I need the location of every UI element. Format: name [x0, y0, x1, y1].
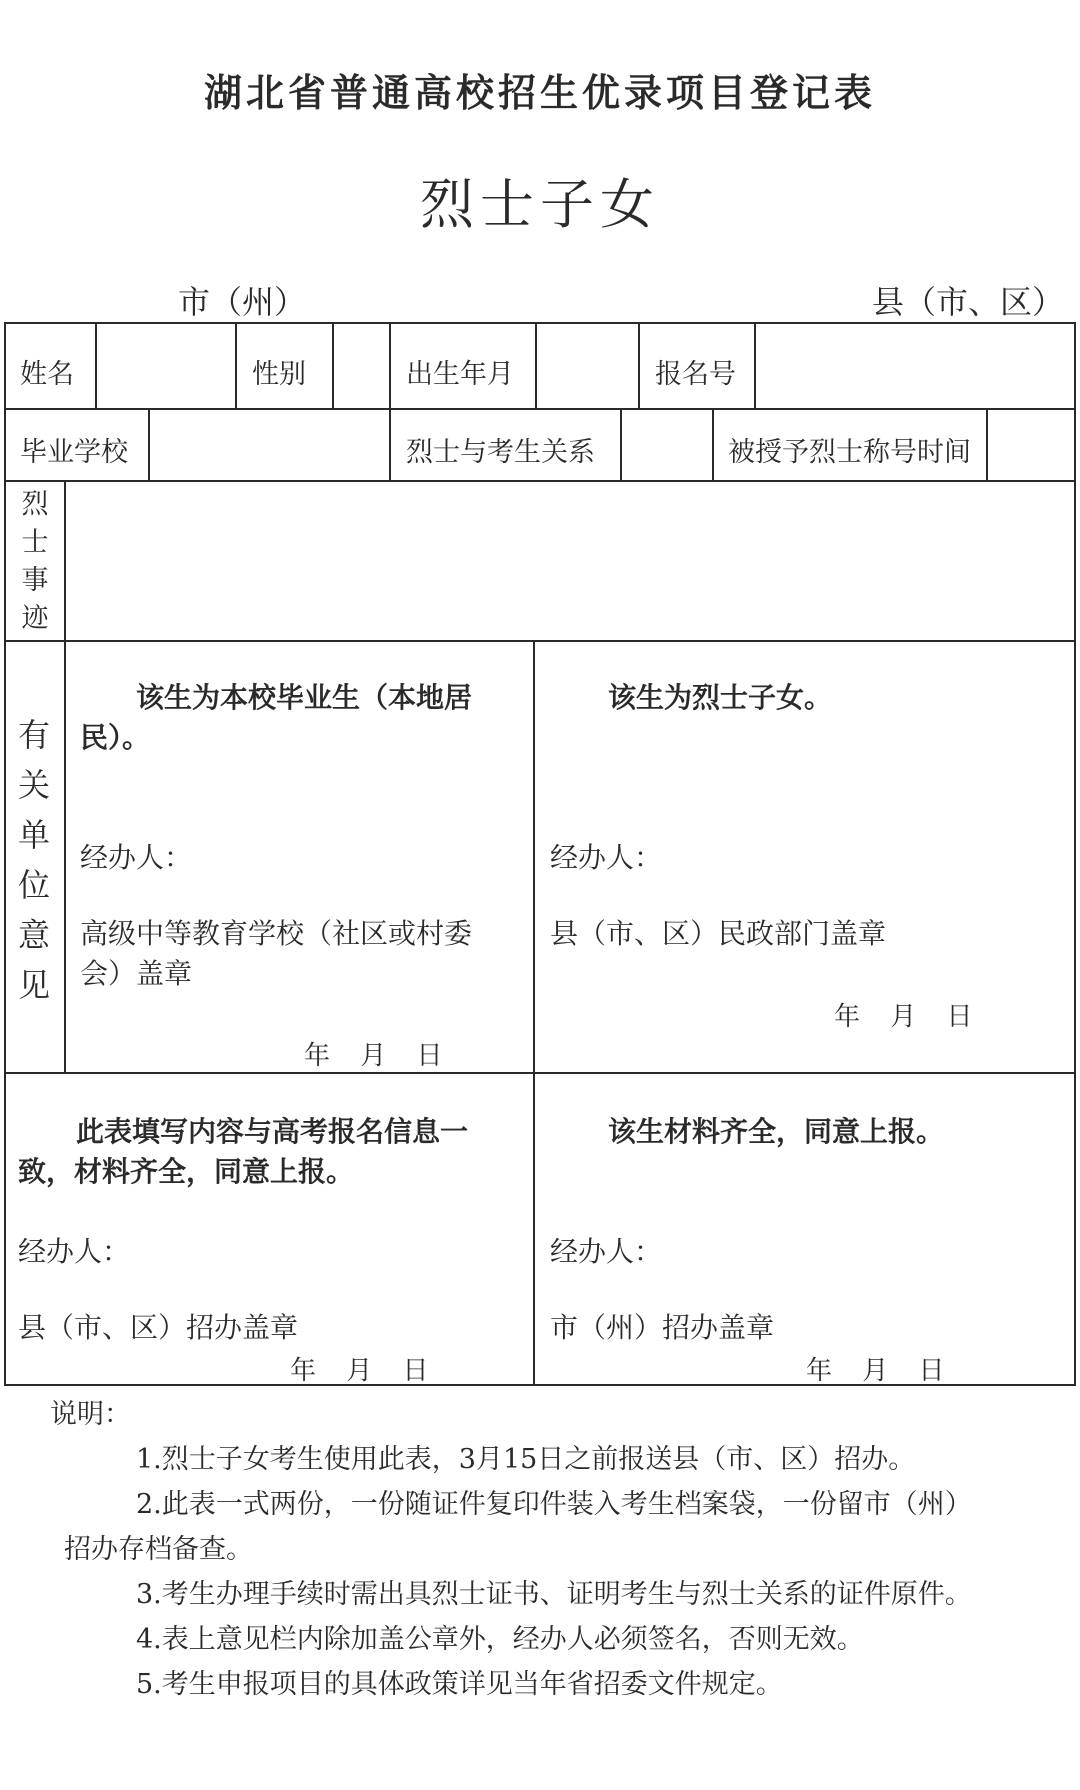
deeds-label-char: 烈: [21, 489, 49, 520]
opinion-label-char: 位: [17, 866, 50, 904]
civil-handler-label: 经办人：: [550, 841, 663, 874]
opinion-label-char: 关: [17, 766, 50, 804]
deeds-label-char: 士: [21, 527, 49, 558]
city-label: 市（州）: [178, 283, 307, 321]
city-statement: 该生材料齐全，同意上报。: [608, 1115, 945, 1148]
title-time-field[interactable]: [988, 410, 1074, 480]
birth-label: 出生年月: [406, 359, 514, 390]
regno-label: 报名号: [655, 359, 736, 390]
table-rule: [533, 640, 535, 1384]
school-statement-cont: 民）。: [80, 721, 151, 754]
note-item-cont: 招办存档备查。: [64, 1534, 253, 1565]
relation-field[interactable]: [622, 410, 712, 480]
school-label: 毕业学校: [20, 437, 128, 468]
title-time-label: 被授予烈士称号时间: [728, 437, 971, 468]
county-review: [18, 1112, 528, 1192]
county-statement-cont: 致，材料齐全，同意上报。: [18, 1155, 355, 1188]
opinion-label-char: 单: [17, 816, 50, 854]
deeds-field[interactable]: [66, 482, 1074, 640]
deeds-label: [20, 486, 50, 638]
civil-seal-label: 县（市、区）民政部门盖章: [550, 917, 887, 950]
form-title: 湖北省普通高校招生优录项目登记表: [203, 70, 876, 115]
table-border-right: [1074, 322, 1076, 1386]
table-rule: [389, 322, 391, 410]
opinion-label-char: 见: [17, 966, 50, 1004]
school-field[interactable]: [150, 410, 389, 480]
birth-field[interactable]: [537, 324, 638, 408]
table-rule: [638, 322, 640, 410]
gender-field[interactable]: [334, 324, 389, 408]
school-seal-text-cont: 会）盖章: [80, 957, 193, 990]
opinion-label-char: 有: [17, 716, 50, 754]
civil-statement: 该生为烈士子女。: [608, 681, 833, 714]
city-seal-label: 市（州）招办盖章: [550, 1311, 775, 1344]
county-seal-label: 县（市、区）招办盖章: [18, 1311, 299, 1344]
school-opinion: [80, 678, 525, 758]
school-seal-label: [80, 914, 530, 994]
school-statement: 该生为本校毕业生（本地居: [136, 681, 473, 714]
deeds-label-char: 事: [21, 565, 49, 596]
school-date: 年 月 日: [304, 1041, 443, 1071]
table-border-left: [4, 322, 6, 1386]
relation-label: 烈士与考生关系: [406, 437, 595, 468]
note-item: 1.烈士子女考生使用此表，3月15日之前报送县（市、区）招办。: [136, 1444, 916, 1475]
name-field[interactable]: [97, 324, 235, 408]
city-date: 年 月 日: [806, 1356, 945, 1386]
notes-heading: 说明：: [50, 1399, 131, 1430]
opinion-label: [14, 710, 54, 1010]
county-date: 年 月 日: [290, 1356, 429, 1386]
table-rule: [235, 322, 237, 410]
opinion-label-char: 意: [17, 916, 50, 954]
table-rule: [389, 408, 391, 482]
gender-label: 性别: [252, 359, 306, 390]
table-rule: [4, 640, 1076, 642]
county-statement: 此表填写内容与高考报名信息一: [76, 1115, 469, 1148]
city-handler-label: 经办人：: [550, 1235, 663, 1268]
school-seal-text: 高级中等教育学校（社区或村委: [80, 917, 473, 950]
note-item: 3.考生办理手续时需出具烈士证书、证明考生与烈士关系的证件原件。: [136, 1579, 972, 1610]
table-rule: [4, 1072, 1076, 1074]
form-subtitle: 烈士子女: [420, 173, 660, 236]
note-item: 5.考生申报项目的具体政策详见当年省招委文件规定。: [136, 1669, 783, 1700]
note-item: 2.此表一式两份，一份随证件复印件装入考生档案袋，一份留市（州）: [136, 1489, 972, 1520]
county-handler-label: 经办人：: [18, 1235, 131, 1268]
county-label: 县（市、区）: [872, 283, 1065, 321]
school-handler-label: 经办人：: [80, 841, 193, 874]
civil-date: 年 月 日: [834, 1002, 973, 1032]
note-item: 4.表上意见栏内除加盖公章外，经办人必须签名，否则无效。: [136, 1624, 864, 1655]
regno-field[interactable]: [756, 324, 1074, 408]
table-rule: [712, 408, 714, 482]
name-label: 姓名: [20, 359, 74, 390]
deeds-label-char: 迹: [21, 603, 49, 634]
